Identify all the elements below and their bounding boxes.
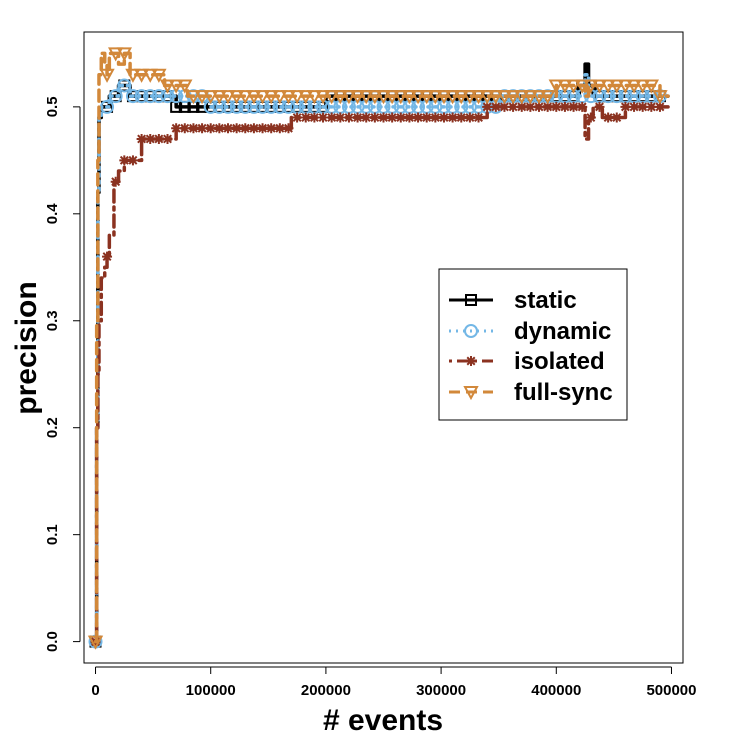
data-point xyxy=(327,113,337,123)
data-point xyxy=(188,123,198,133)
data-point xyxy=(197,123,207,133)
x-tick-label: 400000 xyxy=(531,682,582,699)
data-point xyxy=(422,113,432,123)
data-point xyxy=(214,123,224,133)
data-point xyxy=(387,113,397,123)
data-point xyxy=(266,123,276,133)
data-point xyxy=(128,155,138,165)
data-point xyxy=(620,102,630,112)
data-point xyxy=(353,113,363,123)
data-point xyxy=(223,123,233,133)
data-point xyxy=(335,113,345,123)
data-point xyxy=(646,102,656,112)
data-point xyxy=(629,102,639,112)
data-point xyxy=(594,102,604,112)
data-point xyxy=(560,102,570,112)
data-point xyxy=(379,113,389,123)
data-point xyxy=(456,113,466,123)
data-point xyxy=(102,252,112,262)
y-tick-label: 0.0 xyxy=(44,631,61,653)
data-point xyxy=(275,123,285,133)
data-point xyxy=(145,134,155,144)
y-tick-label: 0.4 xyxy=(44,203,61,225)
data-point xyxy=(344,113,354,123)
legend xyxy=(439,269,627,420)
data-point xyxy=(577,102,587,112)
data-point xyxy=(318,113,328,123)
data-point xyxy=(361,113,371,123)
data-point xyxy=(603,113,613,123)
data-point xyxy=(258,123,268,133)
data-point xyxy=(119,155,129,165)
data-point xyxy=(396,113,406,123)
data-point xyxy=(171,123,181,133)
data-point xyxy=(249,123,259,133)
x-tick-label: 200000 xyxy=(300,682,351,699)
data-point xyxy=(465,113,475,123)
x-tick-label: 500000 xyxy=(646,682,697,699)
data-point xyxy=(413,113,423,123)
data-point xyxy=(439,113,449,123)
data-point xyxy=(430,113,440,123)
legend-label: full-sync xyxy=(514,379,613,406)
data-point xyxy=(448,113,458,123)
x-tick-label: 0 xyxy=(91,682,100,699)
y-axis-title: precision xyxy=(10,281,43,415)
data-point xyxy=(370,113,380,123)
data-point xyxy=(240,123,250,133)
y-tick-label: 0.2 xyxy=(44,417,61,439)
y-tick-label: 0.5 xyxy=(44,96,61,118)
data-point xyxy=(137,134,147,144)
data-point xyxy=(586,113,596,123)
data-point xyxy=(232,123,242,133)
data-point xyxy=(163,134,173,144)
data-point xyxy=(292,113,302,123)
data-point xyxy=(180,123,190,133)
data-point xyxy=(638,102,648,112)
data-point xyxy=(474,113,484,123)
legend-label: dynamic xyxy=(514,318,612,345)
data-point xyxy=(612,113,622,123)
legend-label: static xyxy=(514,287,577,314)
data-point xyxy=(283,123,293,133)
data-point xyxy=(301,113,311,123)
legend-marker xyxy=(466,356,476,366)
data-point xyxy=(206,123,216,133)
data-point xyxy=(154,134,164,144)
data-point xyxy=(309,113,319,123)
data-point xyxy=(404,113,414,123)
x-axis-title: # events xyxy=(322,704,444,737)
y-tick-label: 0.3 xyxy=(44,310,61,332)
data-point xyxy=(551,102,561,112)
data-point xyxy=(569,102,579,112)
data-point xyxy=(111,177,121,187)
x-tick-label: 300000 xyxy=(416,682,467,699)
y-tick-label: 0.1 xyxy=(44,524,61,546)
legend-label: isolated xyxy=(514,348,605,375)
x-tick-label: 100000 xyxy=(185,682,236,699)
